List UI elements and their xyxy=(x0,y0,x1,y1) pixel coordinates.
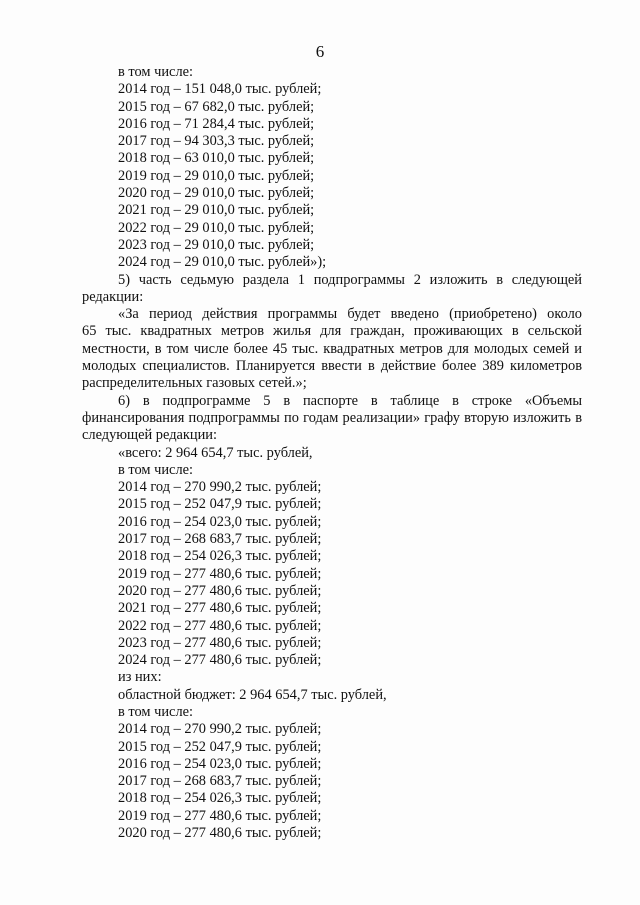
text-line: 2020 год – 277 480,6 тыс. рублей; xyxy=(118,825,322,842)
text-line: 2024 год – 29 010,0 тыс. рублей»); xyxy=(118,254,327,271)
text-line: 5) часть седьмую раздела 1 подпрограммы 2 изложить в следующей xyxy=(118,271,582,288)
text-line: в том числе: xyxy=(118,64,194,80)
text-line: 2017 год – 268 683,7 тыс. рублей; xyxy=(118,773,322,790)
text-line: 2017 год – 94 303,3 тыс. рублей; xyxy=(118,133,315,150)
text-line: 2014 год – 270 990,2 тыс. рублей; xyxy=(118,721,322,738)
text-line: 2020 год – 29 010,0 тыс. рублей; xyxy=(118,185,315,202)
text-line: 2014 год – 270 990,2 тыс. рублей; xyxy=(118,479,322,496)
text-line: 2021 год – 277 480,6 тыс. рублей; xyxy=(118,600,322,617)
text-line: 2017 год – 268 683,7 тыс. рублей; xyxy=(118,531,322,548)
text-line: 6) в подпрограмме 5 в паспорте в таблице в строке «Объемы xyxy=(118,392,582,409)
text-line: 2015 год – 252 047,9 тыс. рублей; xyxy=(118,738,322,755)
text-line: 2019 год – 277 480,6 тыс. рублей; xyxy=(118,565,322,582)
text-line: редакции: xyxy=(82,288,144,305)
text-line: 2016 год – 254 023,0 тыс. рублей; xyxy=(118,513,322,530)
text-line: финансирования подпрограммы по годам реализации» графу вторую изложить в xyxy=(82,409,582,426)
text-line: «За период действия программы будет введено (приобретено) около xyxy=(118,306,582,323)
text-line: 2023 год – 29 010,0 тыс. рублей; xyxy=(118,236,315,253)
text-line: из них: xyxy=(118,669,162,686)
text-line: в том числе: xyxy=(118,703,194,720)
text-line: 2020 год – 277 480,6 тыс. рублей; xyxy=(118,582,322,599)
text-line: местности, в том числе более 45 тыс. квадратных метров для молодых семей и xyxy=(82,340,582,357)
text-line: 2022 год – 277 480,6 тыс. рублей; xyxy=(118,617,322,634)
text-line: 2018 год – 254 026,3 тыс. рублей; xyxy=(118,548,322,565)
text-line: «всего: 2 964 654,7 тыс. рублей, xyxy=(118,444,313,461)
text-line: молодых специалистов. Планируется ввести в действие более 389 километров xyxy=(82,358,582,375)
page-number: 6 xyxy=(315,42,325,61)
text-line: 2023 год – 277 480,6 тыс. рублей; xyxy=(118,634,322,651)
text-line: 2019 год – 277 480,6 тыс. рублей; xyxy=(118,807,322,824)
text-line: 2015 год – 252 047,9 тыс. рублей; xyxy=(118,496,322,513)
text-line: 2019 год – 29 010,0 тыс. рублей; xyxy=(118,167,315,184)
text-line: 65 тыс. квадратных метров жилья для граждан, проживающих в сельской xyxy=(82,323,582,340)
document-body xyxy=(82,64,582,842)
text-line: 2014 год – 151 048,0 тыс. рублей; xyxy=(118,81,322,98)
text-line: 2021 год – 29 010,0 тыс. рублей; xyxy=(118,202,315,219)
text-line: 2015 год – 67 682,0 тыс. рублей; xyxy=(118,98,315,115)
text-line: областной бюджет: 2 964 654,7 тыс. рублей, xyxy=(118,686,387,703)
text-line: 2018 год – 63 010,0 тыс. рублей; xyxy=(118,150,315,167)
text-line: в том числе: xyxy=(118,461,194,478)
text-line: 2024 год – 277 480,6 тыс. рублей; xyxy=(118,652,322,669)
text-line: 2016 год – 71 284,4 тыс. рублей; xyxy=(118,115,315,132)
text-line: 2018 год – 254 026,3 тыс. рублей; xyxy=(118,790,322,807)
text-line: следующей редакции: xyxy=(82,427,217,444)
text-line: 2022 год – 29 010,0 тыс. рублей; xyxy=(118,219,315,236)
text-line: 2016 год – 254 023,0 тыс. рублей; xyxy=(118,755,322,772)
text-line: распределительных газовых сетей.»; xyxy=(82,375,307,392)
